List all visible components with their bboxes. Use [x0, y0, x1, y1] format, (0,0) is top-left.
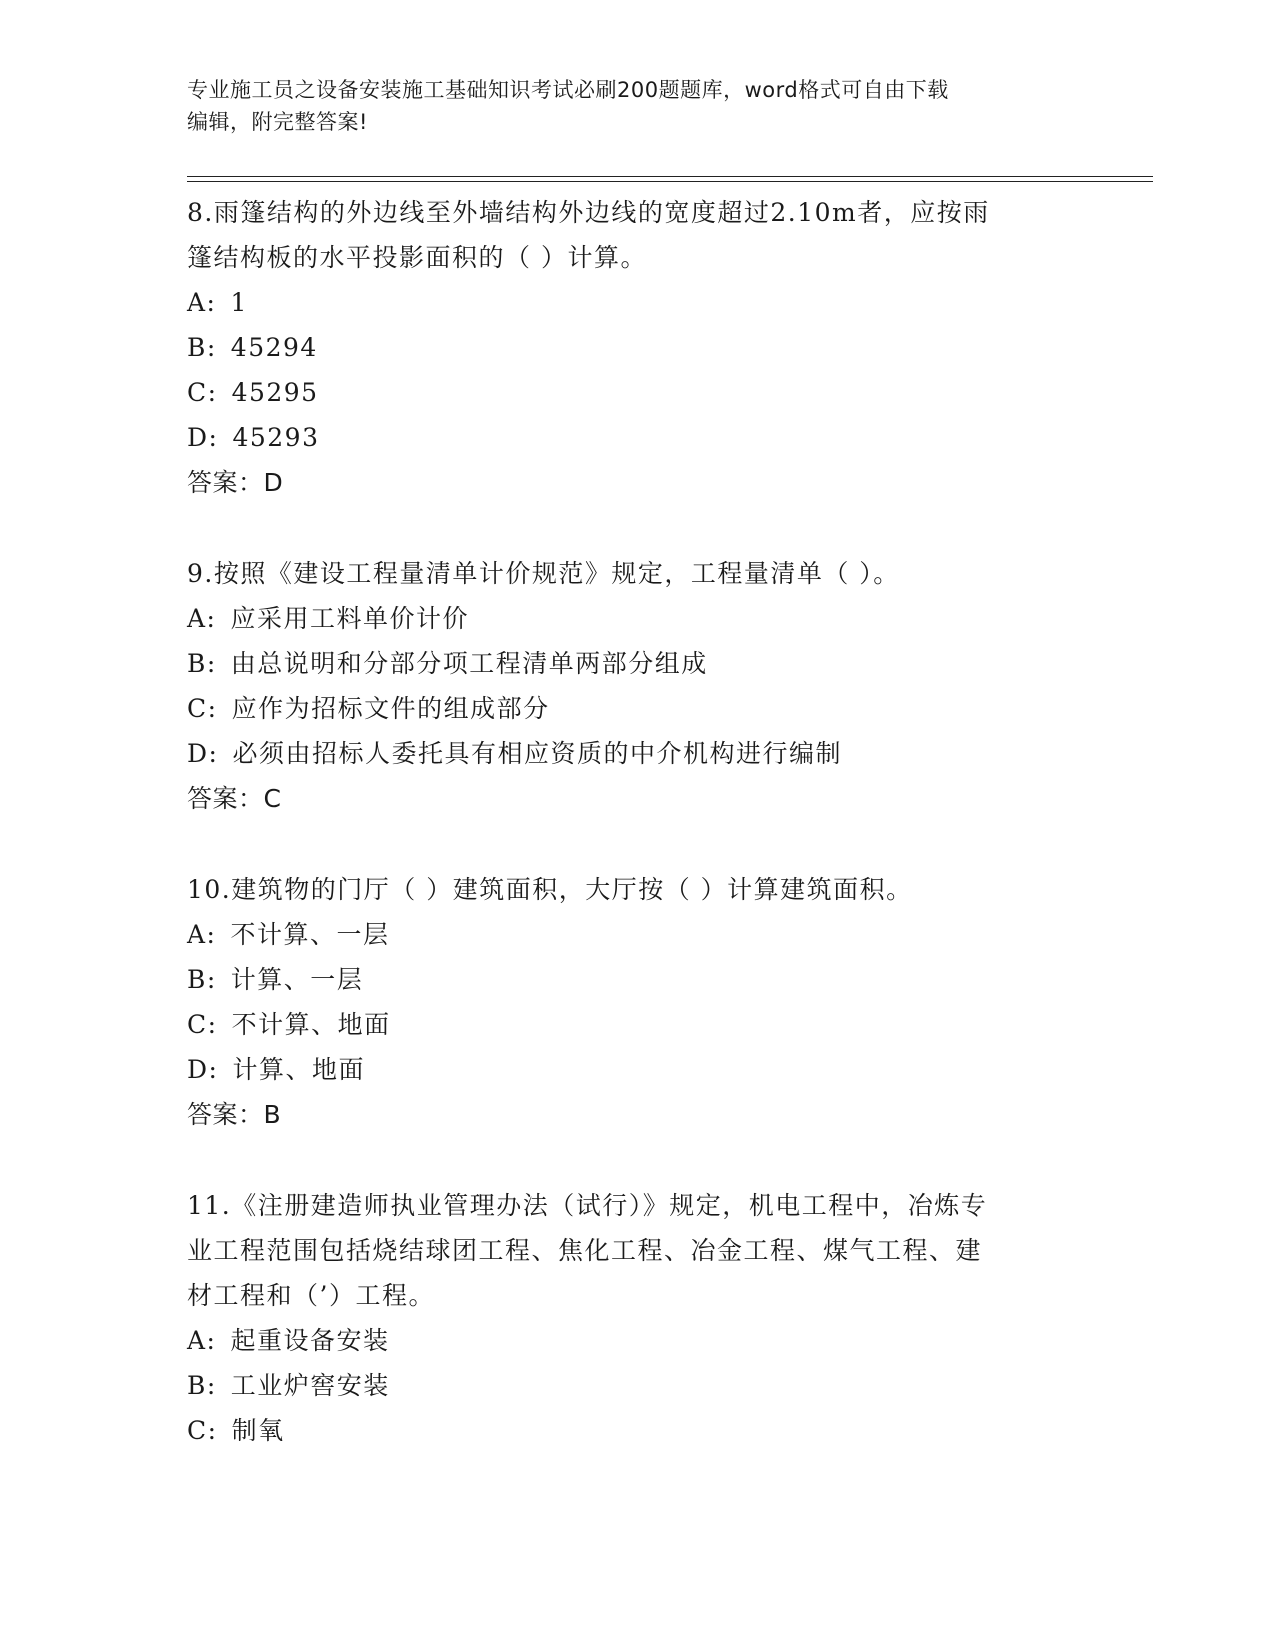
answer-line: 答案：D	[187, 468, 284, 497]
option-b	[187, 957, 1087, 1002]
option-d	[187, 415, 1087, 460]
option-text: 45293	[232, 423, 320, 452]
option-c	[187, 1408, 1087, 1453]
option-key: A:	[187, 604, 217, 633]
option-key: A:	[187, 1326, 217, 1355]
option-c	[187, 1002, 1087, 1047]
question-text: 8.雨篷结构的外边线至外墙结构外边线的宽度超过2.10m者，应按雨	[187, 198, 990, 227]
question-text: 篷结构板的水平投影面积的（ ）计算。	[187, 243, 647, 272]
option-a	[187, 280, 1087, 325]
option-key: A:	[187, 920, 217, 949]
question-block	[187, 551, 1087, 821]
question-block	[187, 867, 1087, 1137]
header-line-2: 编辑，附完整答案!	[187, 110, 368, 134]
option-key: B:	[187, 649, 217, 678]
option-b	[187, 641, 1087, 686]
question-list	[187, 190, 1087, 1453]
question-spacer	[187, 1137, 1087, 1183]
question-block	[187, 1183, 1087, 1453]
question-spacer	[187, 821, 1087, 867]
question-text: 业工程范围包括烧结球团工程、焦化工程、冶金工程、煤气工程、建	[187, 1236, 983, 1265]
question-text: 9.按照《建设工程量清单计价规范》规定，工程量清单（ ）。	[187, 559, 900, 588]
option-key: D:	[187, 423, 219, 452]
option-text: 不计算、地面	[231, 1010, 391, 1039]
option-a	[187, 1318, 1087, 1363]
option-key: C:	[187, 378, 218, 407]
option-text: 45295	[231, 378, 319, 407]
option-text: 计算、地面	[232, 1055, 365, 1084]
option-text: 必须由招标人委托具有相应资质的中介机构进行编制	[232, 739, 842, 768]
option-text: 由总说明和分部分项工程清单两部分组成	[230, 649, 708, 678]
option-key: B:	[187, 333, 217, 362]
option-a	[187, 912, 1087, 957]
question-spacer	[187, 505, 1087, 551]
option-b	[187, 325, 1087, 370]
option-text: 计算、一层	[230, 965, 364, 994]
question-text: 11.《注册建造师执业管理办法（试行）》规定，机电工程中，冶炼专	[187, 1191, 988, 1220]
header-line-1: 专业施工员之设备安装施工基础知识考试必刷200题题库，word格式可自由下载	[187, 78, 949, 102]
header-divider-top	[187, 176, 1153, 177]
question-block	[187, 190, 1087, 505]
option-c	[187, 686, 1087, 731]
option-a	[187, 596, 1087, 641]
option-key: A:	[187, 288, 217, 317]
option-b	[187, 1363, 1087, 1408]
question-text: 10.建筑物的门厅（ ）建筑面积，大厅按（ ）计算建筑面积。	[187, 875, 913, 904]
option-c	[187, 370, 1087, 415]
option-text: 制氧	[231, 1416, 285, 1445]
question-text: 材工程和（’）工程。	[187, 1281, 435, 1310]
answer-line: 答案：C	[187, 784, 282, 813]
option-text: 应采用工料单价计价	[230, 604, 469, 633]
option-d	[187, 1047, 1087, 1092]
option-key: B:	[187, 965, 217, 994]
option-key: C:	[187, 1010, 218, 1039]
option-key: B:	[187, 1371, 217, 1400]
option-d	[187, 731, 1087, 776]
answer-line: 答案：B	[187, 1100, 282, 1129]
option-text: 1	[230, 288, 248, 317]
option-text: 工业炉窖安装	[230, 1371, 390, 1400]
option-key: C:	[187, 1416, 218, 1445]
option-text: 起重设备安装	[230, 1326, 390, 1355]
option-key: D:	[187, 1055, 219, 1084]
option-text: 不计算、一层	[230, 920, 390, 949]
option-key: D:	[187, 739, 219, 768]
option-text: 45294	[230, 333, 318, 362]
document-header	[187, 74, 1067, 138]
header-divider-bottom	[187, 181, 1153, 182]
option-text: 应作为招标文件的组成部分	[231, 694, 550, 723]
option-key: C:	[187, 694, 218, 723]
